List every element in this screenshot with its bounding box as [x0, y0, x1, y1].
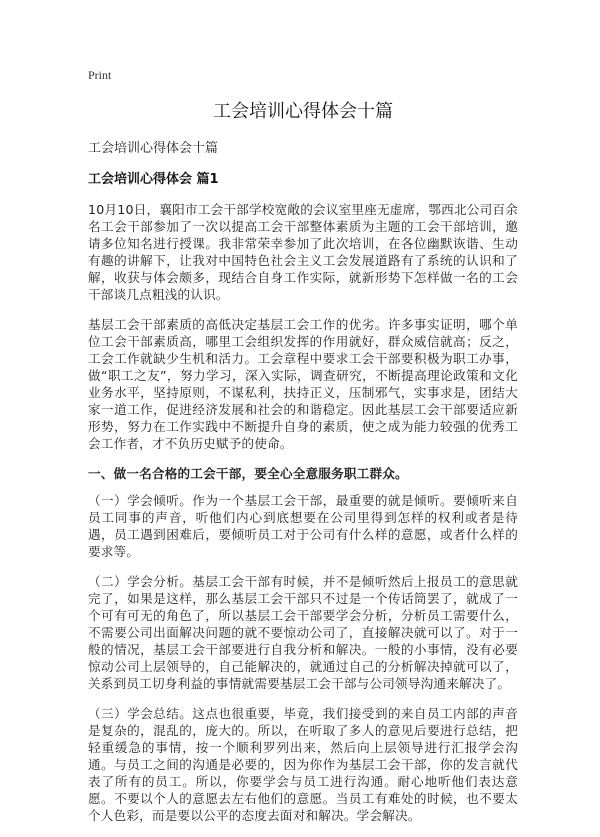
print-label: Print	[88, 68, 112, 82]
section-heading: 工会培训心得体会 篇1	[88, 172, 219, 187]
subheading: 一、做一名合格的工会干部，要全心全意服务职工群众。	[88, 466, 408, 481]
paragraph: 10月10日，襄阳市工会干部学校宽敞的会议室里座无虚席，鄂西北公司百余名工会干部参加了一次以提高工会干部整体素质为主题的工会干部培训，邀请多位知名进行授课。我非常荣幸参加了此次培训，在各位幽默诙谐、生动有趣的讲解下，让我对中国特色社会主义工会发展道路有了系统的认识和了解，收获与体会颇多，现结合自身工作实际，就新形势下怎样做一名的工会干部谈几点粗浅的认识。	[88, 202, 518, 302]
document-subtitle: 工会培训心得体会十篇	[88, 141, 219, 156]
document-page	[88, 68, 518, 837]
point-paragraph: （三）学会总结。这点也很重要，毕竟，我们接受到的来自员工内部的声音是复杂的，混乱的，庞大的。所以，在听取了多人的意见后要进行总结，把轻重缓急的事情，按一个顺利罗列出来，然后向上层领导进行汇报学会沟通。与员工之间的沟通是必要的，因为你作为基层工会干部，你的发言就代表了所有的员工。所以，你要学会与员工进行沟通。耐心地听他们表达意愿。不要以个人的意愿去左右他们的意愿。当员工有难处的时候，也不要太个人色彩，而是要以公平的态度去面对和解决。学会解决。	[88, 706, 518, 823]
point-paragraph: （二）学会分析。基层工会干部有时候，并不是倾听然后上报员工的意思就完了，如果是这样，那么基层工会干部只不过是一个传话筒罢了，就成了一个可有可无的角色了，所以基层工会干部要学会分析，分析员工需要什么，不需要公司出面解决问题的就不要惊动公司了，直接解决就可以了。对于一般的情况，基层工会干部要进行自我分析和解决。一般的小事情，没有必要惊动公司上层领导的，自己能解决的，就通过自己的分析解决掉就可以了，关系到员工切身利益的事情就需要基层工会干部与公司领导沟通来解决了。	[88, 574, 518, 691]
paragraph: 基层工会干部素质的高低决定基层工会工作的优劣。许多事实证明，哪个单位工会干部素质高，哪里工会组织发挥的作用就好，群众威信就高；反之，工会工作就缺少生机和活力。工会章程中要求工会干部要积极为职工办事，做“职工之友”，努力学习，深入实际，调查研究，不断提高理论政策和文化业务水平，坚持原则，不谋私利，扶持正义，压制邪气，实事求是，团结大家一道工作，促进经济发展和社会的和谐稳定。因此基层工会干部要适应新形势，努力在工作实践中不断提升自身的素质，使之成为能力较强的优秀工会工作者，才不负历史赋予的使命。	[88, 317, 518, 451]
document-title: 工会培训心得体会十篇	[213, 101, 393, 122]
point-paragraph: （一）学会倾听。作为一个基层工会干部，最重要的就是倾听。要倾听来自员工同事的声音，听他们内心到底想要在公司里得到怎样的权利或者是待遇，员工遇到困难后，要倾听员工对于公司有什么样的意愿，或者什么样的要求等。	[88, 493, 518, 559]
